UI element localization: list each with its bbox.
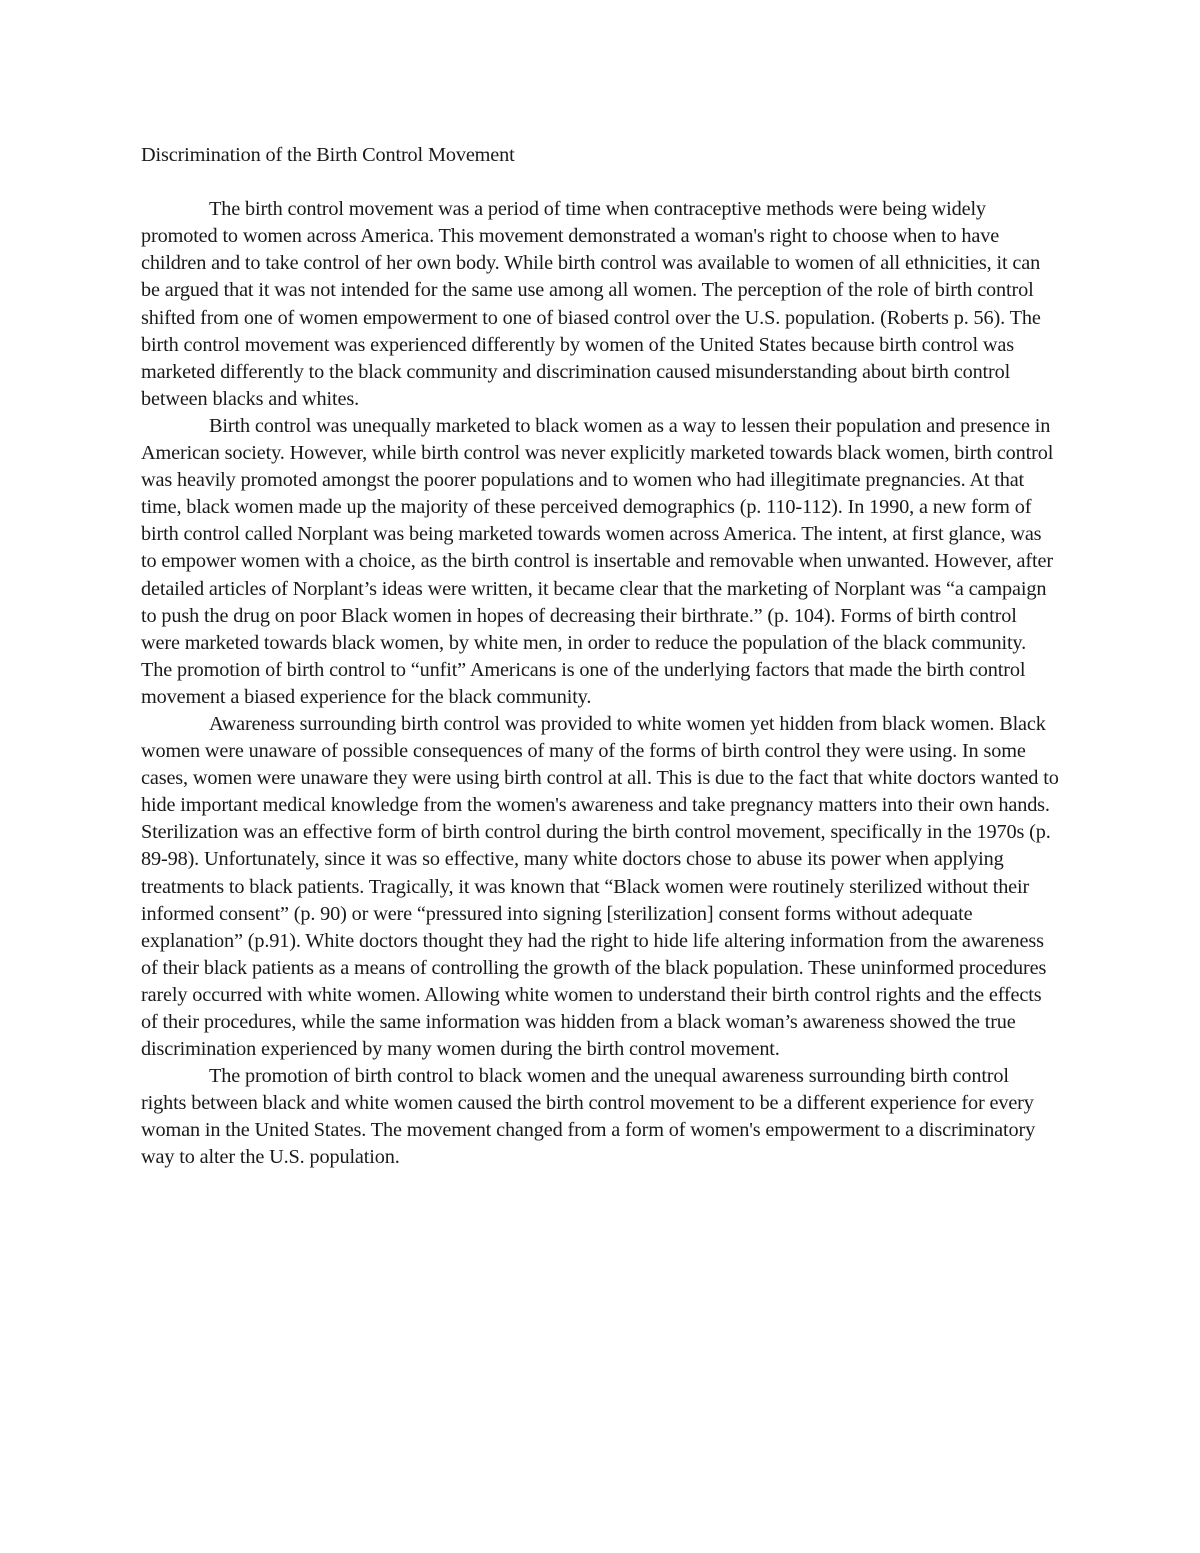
paragraph-4: The promotion of birth control to black women and the unequal awareness surrounding birth control rights between black and white women caused the birth control movement to be a different experience for every woman in the United States. The movement changed from a form of women's empowerment to a discriminatory way to alter the U.S. population. — [141, 1065, 1036, 1169]
paragraph-1: The birth control movement was a period of time when contraceptive methods were being widely promoted to women across America. This movement demonstrated a woman's right to choose when to have children and to take control of her own body. While birth control was available to women of all ethnicities, it can be argued that it was not intended for the same use among all women. The perception of the role of birth control shifted from one of women empowerment to one of biased control over the U.S. population. (Roberts p. 56). The birth control movement was experienced differently by women of the United States because birth control was marketed differently to the black community and discrimination caused misunderstanding about birth control between blacks and whites. — [141, 198, 1041, 410]
paragraph-2: Birth control was unequally marketed to black women as a way to lessen their population and presence in American society. However, while birth control was never explicitly marketed towards black women, birth control was heavily promoted amongst the poorer populations and to women who had illegitimate pregnancies. At that time, black women made up the majority of these perceived demographics (p. 110-112). In 1990, a new form of birth control called Norplant was being marketed towards women across America. The intent, at first glance, was to empower women with a choice, as the birth control is insertable and removable when unwanted. However, after detailed articles of Norplant’s ideas were written, it became clear that the marketing of Norplant was “a campaign to push the drug on poor Black women in hopes of decreasing their birthrate.” (p. 104). Forms of birth control were marketed towards black women, by white men, in order to reduce the population of the black community. The promotion of birth control to “unfit” Americans is one of the underlying factors that made the birth control movement a biased experience for the black community. — [141, 414, 1054, 708]
document-title: Discrimination of the Birth Control Movement — [141, 144, 515, 166]
document-body — [141, 142, 1059, 1172]
paragraph-3: Awareness surrounding birth control was provided to white women yet hidden from black women. Black women were unaware of possible consequences of many of the forms of birth control they were using. In some cases, women were unaware they were using birth control at all. This is due to the fact that white doctors wanted to hide important medical knowledge from the women's awareness and take pregnancy matters into their own hands. Sterilization was an effective form of birth control during the birth control movement, specifically in the 1970s (p. 89-98). Unfortunately, since it was so effective, many white doctors chose to abuse its power when applying treatments to black patients. Tragically, it was known that “Black women were routinely sterilized without their informed consent” (p. 90) or were “pressured into signing [sterilization] consent forms without adequate explanation” (p.91). White doctors thought they had the right to hide life altering information from the awareness of their black patients as a means of controlling the growth of the black population. These uninformed procedures rarely occurred with white women. Allowing white women to understand their birth control rights and the effects of their procedures, while the same information was hidden from a black woman’s awareness showed the true discrimination experienced by many women during the birth control movement. — [141, 712, 1059, 1061]
